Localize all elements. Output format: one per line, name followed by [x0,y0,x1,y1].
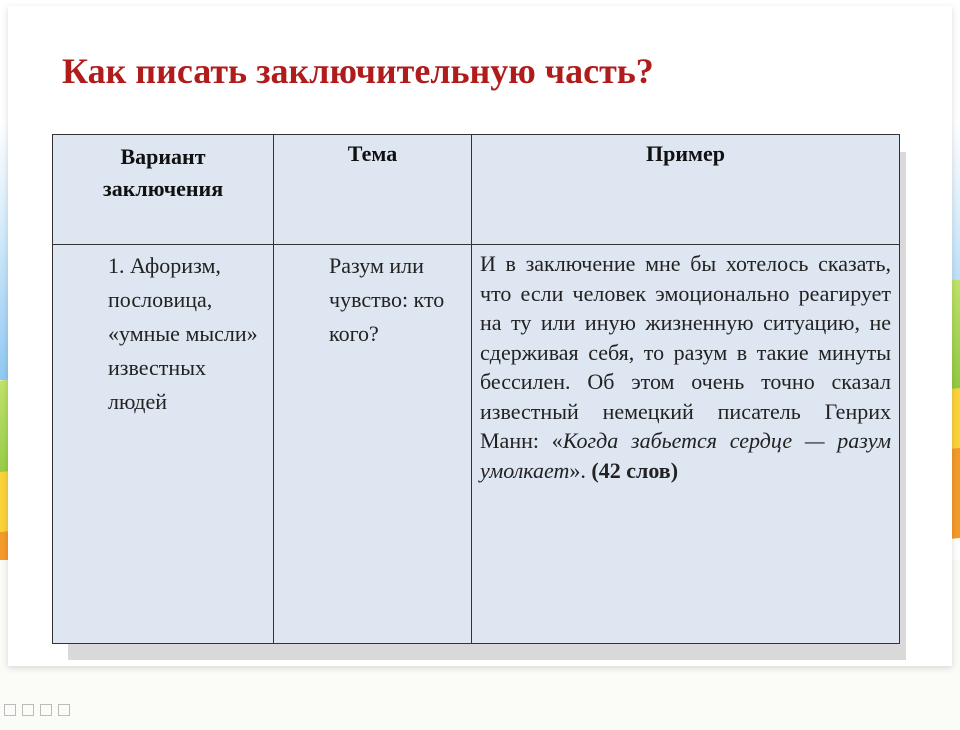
menu-icon[interactable] [40,704,52,716]
header-theme: Тема [274,135,472,245]
header-example: Пример [472,135,900,245]
header-variant-line2: заключения [102,176,224,201]
next-slide-icon[interactable] [58,704,70,716]
prev-slide-icon[interactable] [4,704,16,716]
example-text: И в заключение мне бы хотелось сказать, что если человек эмоционально реагирует на ту или иную жизненную ситуацию, не сдерживая себя, то разум в такие минуты бессилен. Об этом очень точно сказал известный немецкий писатель Генрих Манн: « [480,251,891,453]
slide-title: Как писать заключительную часть? [62,51,654,91]
cell-variant: 1. Афоризм, пословица, «умные мысли» известных людей [53,245,274,644]
example-end: ». [569,457,592,483]
table-header-row [53,135,900,245]
cell-theme: Разум или чувство: кто кого? [274,245,472,644]
example-quote: Когда забьется сердце — разум умолкает [480,428,891,483]
header-variant [53,135,274,245]
header-variant-line1: Вариант [120,144,206,169]
word-count: (42 слов) [591,457,679,483]
pen-icon[interactable] [22,704,34,716]
table-row [53,245,900,644]
slide-footer-controls [4,704,70,716]
cell-example [472,245,900,644]
conclusion-table [52,134,900,644]
